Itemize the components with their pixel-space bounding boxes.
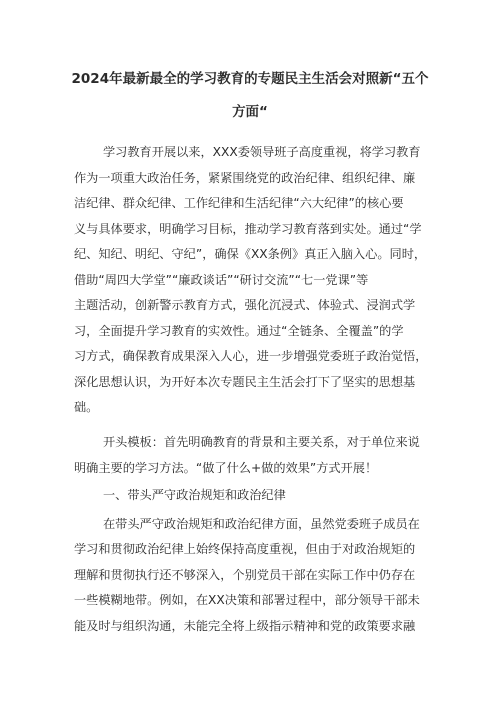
- paragraph-1-line: 深化思想认识，为开好本次专题民主生活会打下了坚实的思想基: [74, 375, 416, 389]
- section-heading-1: 一、带头严守政治规矩和政治纪律: [103, 488, 286, 502]
- paragraph-1-line: 洁纪律、群众纪律、工作纪律和生活纪律“六大纪律”的核心要: [74, 196, 404, 210]
- paragraph-1-line: 习方式，确保教育成果深入人心，进一步增强党委班子政治觉悟，: [74, 349, 428, 363]
- paragraph-1-line: 础。: [74, 400, 99, 414]
- paragraph-1-line: 义与具体要求，明确学习目标，推动学习教育落到实处。通过“学: [74, 222, 422, 236]
- paragraph-2-line: 明确主要的学习方法。“做了什么+做的效果”方式开展！: [74, 461, 378, 475]
- paragraph-3-line: 理解和贯彻执行还不够深入，个别党员干部在实际工作中仍存在: [74, 568, 416, 582]
- document-title-line-1: 2024年最新最全的学习教育的专题民主生活会对照新“五个: [71, 71, 429, 87]
- document-title-line-2: 方面“: [232, 104, 268, 120]
- paragraph-1-line: 主题活动，创新警示教育方式，强化沉浸式、体验式、浸润式学: [74, 298, 416, 312]
- paragraph-1-line: 作为一项重大政治任务，紧紧围绕党的政治纪律、组织纪律、廉: [74, 171, 416, 185]
- paragraph-2-line: 开头模板：首先明确教育的背景和主要关系，对于单位来说: [103, 435, 420, 449]
- paragraph-3-line: 学习和贯彻政治纪律上始终保持高度重视，但由于对政治规矩的: [74, 542, 416, 556]
- paragraph-3-line: 一些模糊地带。例如，在XX决策和部署过程中，部分领导干部未: [74, 593, 420, 607]
- paragraph-1-line: 习，全面提升学习教育的实效性。通过“全链条、全覆盖”的学: [74, 324, 404, 338]
- paragraph-3-line: 能及时与组织沟通，未能完全将上级指示精神和党的政策要求融: [74, 619, 416, 633]
- paragraph-1-line: 借助“周四大学堂”“廉政谈话”“研讨交流”“七一党课”等: [74, 273, 369, 287]
- paragraph-1-line: 纪、知纪、明纪、守纪”，确保《XX条例》真正入脑入心。同时，: [74, 247, 427, 261]
- paragraph-3-line: 在带头严守政治规矩和政治纪律方面，虽然党委班子成员在: [103, 517, 420, 531]
- paragraph-1-line: 学习教育开展以来，XXX委领导班子高度重视，将学习教育: [103, 145, 421, 159]
